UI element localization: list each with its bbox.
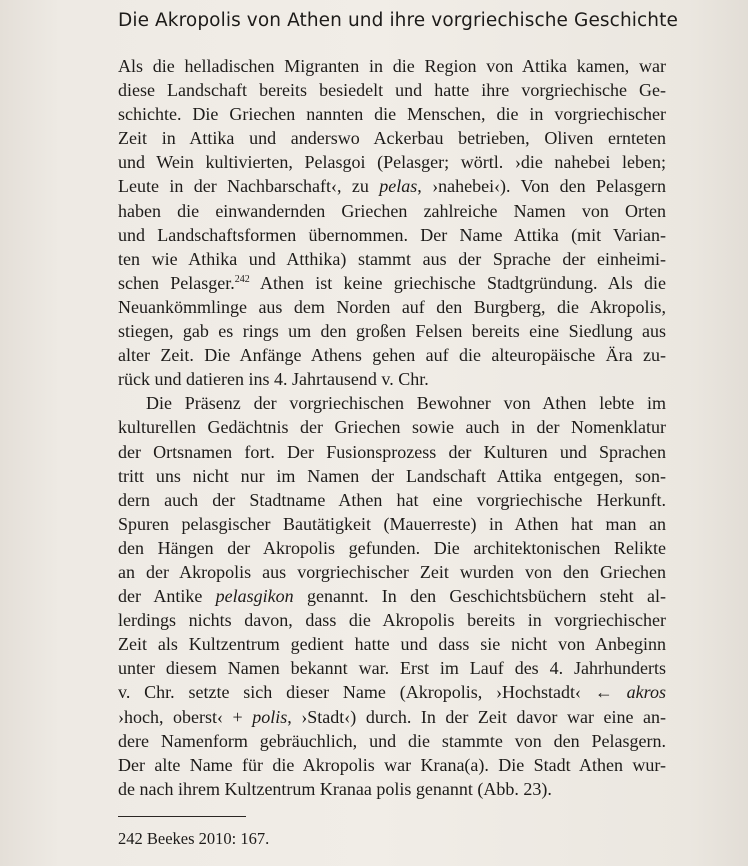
text-line: rück und datieren ins 4. Jahrtausend v. Chr. xyxy=(118,369,429,390)
footnote-reference: 242 xyxy=(234,273,250,285)
text-line: und Wein kultivierten, Pelasgoi (Pelasger; wörtl. ›die nahebei leben; xyxy=(118,152,666,173)
text-line: alter Zeit. Die Anfänge Athens gehen auf die alteuropäische Ära zu- xyxy=(118,345,666,366)
text-line xyxy=(118,705,666,729)
text-line xyxy=(118,680,666,704)
text-segment: , ›Stadt‹) durch. In der Zeit davor war eine an- xyxy=(287,706,666,727)
section-heading: Die Akropolis von Athen und ihre vorgriechische Geschichte xyxy=(118,10,678,31)
text-segment: schen Pelasger. xyxy=(118,272,235,293)
text-line: stiegen, gab es rings um den großen Felsen bereits eine Siedlung aus xyxy=(118,321,666,342)
text-line: Neuankömmlinge aus dem Norden auf den Burgberg, die Akropolis, xyxy=(118,296,666,317)
footnote: 242 Beekes 2010: 167. xyxy=(118,829,270,848)
text-segment: der Antike xyxy=(118,586,216,607)
text-line: de nach ihrem Kultzentrum Kranaa polis genannt (Abb. 23). xyxy=(118,778,552,799)
text-segment: Leute in der Nachbarschaft‹, zu xyxy=(118,176,380,197)
text-segment: Athen ist keine griechische Stadtgründung. Als die xyxy=(249,272,666,293)
text-segment: genannt. In den Geschichtsbüchern steht al- xyxy=(293,586,666,607)
italic-term: pelasgikon xyxy=(215,586,294,607)
footnote-divider xyxy=(118,816,246,817)
text-line: kulturellen Gedächtnis der Griechen sowie auch in der Nomenklatur xyxy=(118,417,666,438)
text-line: Zeit als Kultzentrum gedient hatte und dass sie nicht von Anbeginn xyxy=(118,634,666,655)
text-line: Als die helladischen Migranten in die Region von Attika kamen, war xyxy=(118,56,666,76)
text-line: Zeit in Attika und anderswo Ackerbau betrieben, Oliven ernteten xyxy=(118,128,666,149)
text-segment: , ›nahebei‹). Von den Pelasgern xyxy=(417,176,666,197)
text-line: an der Akropolis aus vorgriechischer Zeit wurden von den Griechen xyxy=(118,561,666,582)
text-line: Spuren pelasgischer Bautätigkeit (Mauerreste) in Athen hat man an xyxy=(118,513,666,534)
text-line: ten wie Athika und Atthika) stammt aus der Sprache der einheimi- xyxy=(118,248,666,269)
text-segment: v. Chr. setzte sich dieser Name (Akropolis, ›Hochstadt‹ ← xyxy=(118,682,627,703)
text-line: diese Landschaft bereits besiedelt und hatte ihre vorgriechische Ge- xyxy=(118,80,666,101)
italic-term: akros xyxy=(626,682,666,703)
text-segment: ›hoch, oberst‹ + xyxy=(118,706,253,727)
text-line xyxy=(118,584,666,608)
text-line: tritt uns nicht nur im Namen der Landschaft Attika entgegen, son- xyxy=(118,465,666,486)
paragraph-1 xyxy=(118,54,666,391)
text-line: schichte. Die Griechen nannten die Menschen, die in vorgriechischer xyxy=(118,104,666,125)
paragraph-2 xyxy=(118,391,666,801)
text-line: und Landschaftsformen übernommen. Der Name Attika (mit Varian- xyxy=(118,224,666,245)
text-line: der Ortsnamen fort. Der Fusionsprozess der Kulturen und Sprachen xyxy=(118,441,666,462)
text-line: dere Namenform gebräuchlich, und die stammte von den Pelasgern. xyxy=(118,730,666,751)
text-line: den Hängen der Akropolis gefunden. Die architektonischen Relikte xyxy=(118,537,666,558)
text-line xyxy=(118,271,666,295)
text-line: dern auch der Stadtname Athen hat eine vorgriechische Herkunft. xyxy=(118,489,666,510)
text-line: Die Präsenz der vorgriechischen Bewohner von Athen lebte im xyxy=(146,393,666,414)
text-line: Der alte Name für die Akropolis war Krana(a). Die Stadt Athen wur- xyxy=(118,754,666,775)
italic-term: polis xyxy=(252,706,288,727)
body-text xyxy=(118,54,666,801)
text-line: unter diesem Namen bekannt war. Erst im Lauf des 4. Jahrhunderts xyxy=(118,658,666,679)
italic-term: pelas xyxy=(379,176,418,197)
text-line: lerdings nichts davon, dass die Akropolis bereits in vorgriechischer xyxy=(118,610,666,631)
text-line xyxy=(118,174,666,198)
text-line: haben die einwandernden Griechen zahlreiche Namen von Orten xyxy=(118,200,666,221)
